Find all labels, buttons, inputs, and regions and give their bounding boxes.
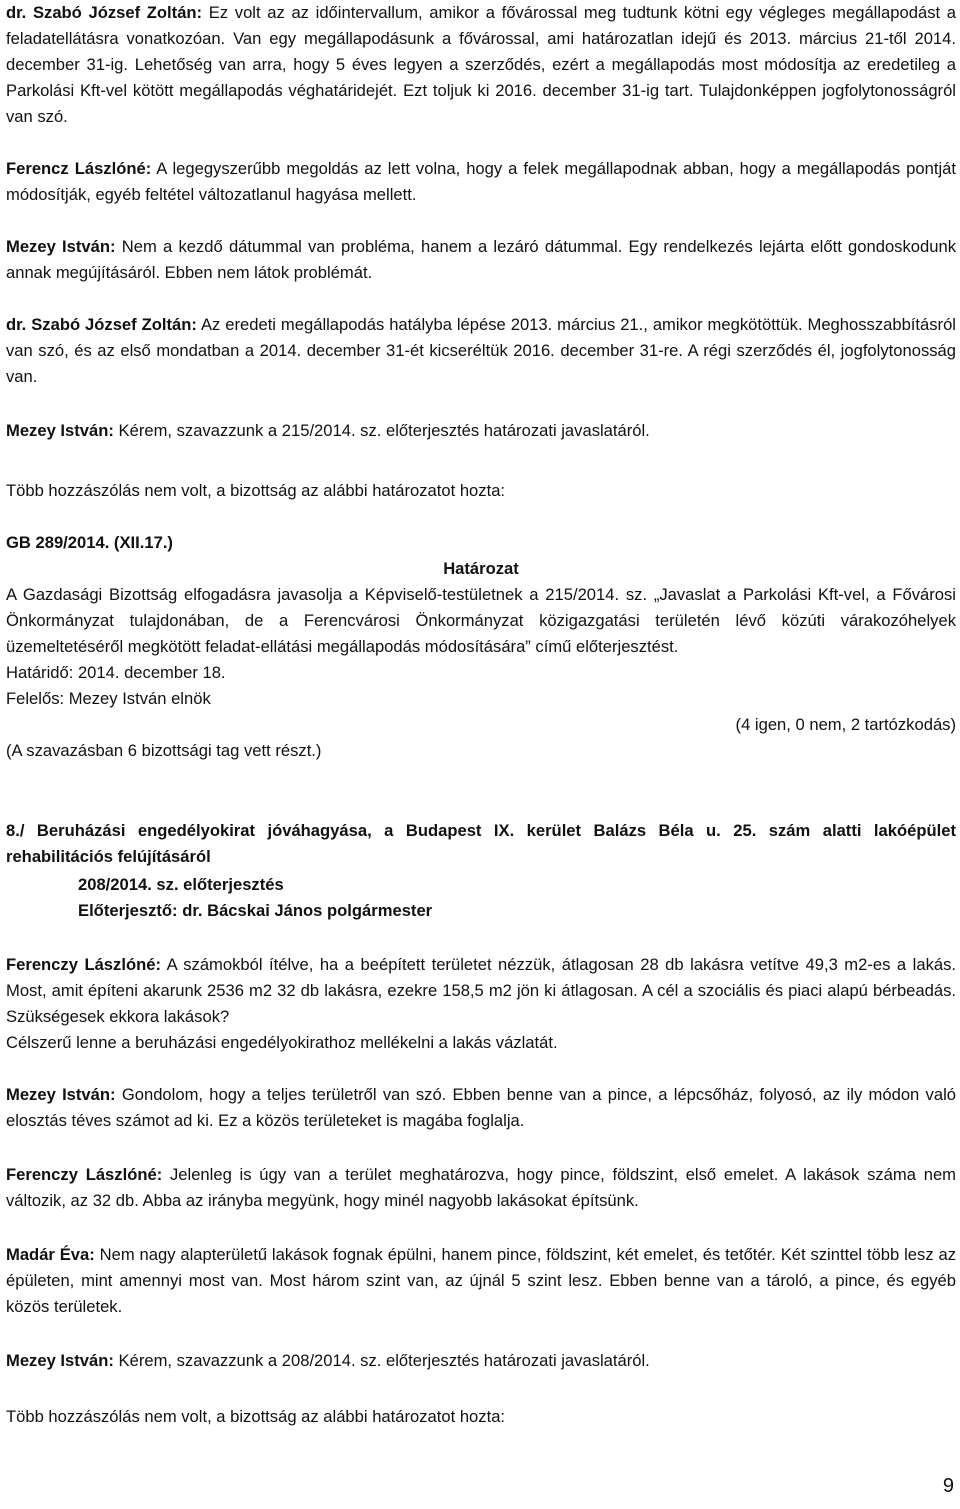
- speech-text: Jelenleg is úgy van a terület meghatározva, hogy pince, földszint, első emelet. A lakások száma nem változik, az 32 db. Abba az irányba megyünk, hogy minél nagyobb lakásokat építsünk.: [6, 1165, 956, 1210]
- paragraph-szabo-2: [6, 312, 956, 390]
- speech-text: Nem nagy alapterületű lakások fognak épülni, hanem pince, földszint, két emelet, és tetőtér. Két szinttel több lesz az épületen, mint amennyi most van. Most három szint van, az újnál 5 szint lesz. Ebben benne van a tároló, a pince, és egyéb közös területek.: [6, 1245, 956, 1316]
- speech-text: Ez volt az az időintervallum, amikor a fővárossal meg tudtunk kötni egy végleges megállapodást a feladatellátásra vonatkozóan. Van egy megállapodásunk a fővárossal, ami határozatlan idejű és 2013. március 21-től 2014. december 31-ig. Lehetőség van arra, hogy 5 éves legyen a szerződés, ezért a megállapodás most módosítja az eredetileg a Parkolási Kft-vel kötött megállapodás véghatáridejét. Ezt toljuk ki 2016. december 31-ig tart. Tulajdonképpen jogfolytonosságról van szó.: [6, 3, 956, 126]
- speaker-name: Mezey István:: [6, 1085, 116, 1104]
- paragraph-mezey-3: [6, 1082, 956, 1134]
- speaker-name: Mezey István:: [6, 1351, 114, 1370]
- decision-heading: Határozat: [443, 559, 519, 578]
- decision-number: GB 289/2014. (XII.17.): [6, 533, 173, 552]
- vote-result: (4 igen, 0 nem, 2 tartózkodás): [735, 715, 956, 734]
- speaker-name: Ferenczy Lászlóné:: [6, 1165, 163, 1184]
- speech-text-continued: Célszerű lenne a beruházási engedélyokirathoz mellékelni a lakás vázlatát.: [6, 1033, 558, 1052]
- speaker-name: dr. Szabó József Zoltán:: [6, 315, 197, 334]
- decision-body: A Gazdasági Bizottság elfogadásra javasolja a Képviselő-testületnek a 215/2014. sz. „Javaslat a Parkolási Kft-vel, a Fővárosi Önkormányzat tulajdonában, de a Ferencvárosi Önkormányzat közigazgatási területén lévő közúti várakozóhelyek üzemeltetéséről megkötött feladat-ellátási megállapodás módosítására” című előterjesztést.: [6, 585, 956, 656]
- speaker-name: dr. Szabó József Zoltán:: [6, 3, 203, 22]
- paragraph-ferenczy-2: [6, 1162, 956, 1214]
- speaker-name: Mezey István:: [6, 237, 116, 256]
- speech-text: Gondolom, hogy a teljes területről van szó. Ebben benne van a pince, a lépcsőház, folyosó, az ily módon való elosztás téves számot ad ki. Ez a közös területeket is magába foglalja.: [6, 1085, 956, 1130]
- paragraph-szabo-1: [6, 0, 956, 130]
- paragraph-mezey-4: [6, 1348, 956, 1374]
- agenda-item-presenter: Előterjesztő: dr. Bácskai János polgármester: [78, 901, 433, 920]
- speech-text: Kérem, szavazzunk a 215/2014. sz. előterjesztés határozati javaslatáról.: [113, 421, 650, 440]
- decision-intro: Több hozzászólás nem volt, a bizottság az alábbi határozatot hozta:: [6, 481, 506, 500]
- agenda-item-title: 8./ Beruházási engedélyokirat jóváhagyása, a Budapest IX. kerület Balázs Béla u. 25. szám alatti lakóépület rehabilitációs felújításáról: [6, 821, 956, 866]
- paragraph-ferenczy-1: [6, 952, 956, 1030]
- speaker-name: Ferencz Lászlóné:: [6, 159, 152, 178]
- speech-text: Az eredeti megállapodás hatályba lépése 2013. március 21., amikor megkötöttük. Meghosszabbításról van szó, és az első mondatban a 2014. december 31-ét kicseréltük 2016. december 31-re. A régi szerződés él, jogfolytonosság van.: [6, 315, 956, 386]
- page-number: 9: [942, 1475, 954, 1497]
- paragraph-ferencz-1: [6, 156, 956, 208]
- agenda-item-document: 208/2014. sz. előterjesztés: [78, 875, 284, 894]
- decision-deadline: Határidő: 2014. december 18.: [6, 663, 226, 682]
- speaker-name: Mezey István:: [6, 421, 114, 440]
- decision-responsible: Felelős: Mezey István elnök: [6, 689, 211, 708]
- speaker-name: Madár Éva:: [6, 1245, 95, 1264]
- speech-text: Kérem, szavazzunk a 208/2014. sz. előterjesztés határozati javaslatáról.: [113, 1351, 650, 1370]
- speaker-name: Ferenczy Lászlóné:: [6, 955, 161, 974]
- paragraph-madar: [6, 1242, 956, 1320]
- vote-participants: (A szavazásban 6 bizottsági tag vett részt.): [6, 741, 322, 760]
- paragraph-mezey-2: [6, 418, 956, 444]
- closing-intro: Több hozzászólás nem volt, a bizottság az alábbi határozatot hozta:: [6, 1407, 506, 1426]
- speech-text: Nem a kezdő dátummal van probléma, hanem a lezáró dátummal. Egy rendelkezés lejárta előtt gondoskodunk annak megújításáról. Ebben nem látok problémát.: [6, 237, 956, 282]
- paragraph-mezey-1: [6, 234, 956, 286]
- speech-text: A számokból ítélve, ha a beépített területet nézzük, átlagosan 28 db lakásra vetítve 49,3 m2-es a lakás. Most, amit építeni akarunk 2536 m2 32 db lakásra, ezekre 158,5 m2 jön ki átlagosan. A cél a szociális és piaci alapú bérbeadás. Szükségesek ekkora lakások?: [6, 955, 956, 1026]
- speech-text: A legegyszerűbb megoldás az lett volna, hogy a felek megállapodnak abban, hogy a megállapodás pontját módosítják, egyéb feltétel változatlanul hagyása mellett.: [6, 159, 956, 204]
